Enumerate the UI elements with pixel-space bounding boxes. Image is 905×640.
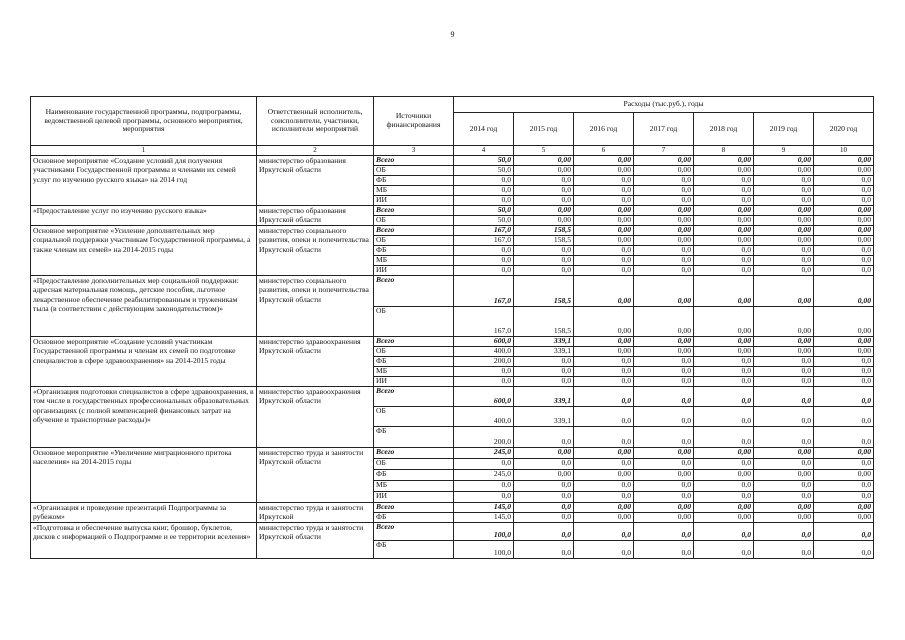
expense-value: 0,0 <box>814 481 874 492</box>
header-year: 2014 год <box>454 113 514 146</box>
expense-value: 50,0 <box>454 206 514 216</box>
expense-value: 0,00 <box>754 470 814 481</box>
expense-value: 0,0 <box>454 186 514 196</box>
expense-value: 0,00 <box>694 226 754 236</box>
expense-value: 0,0 <box>694 367 754 377</box>
funding-source: ОБ <box>374 307 454 337</box>
expense-value: 0,0 <box>514 481 574 492</box>
expense-value: 0,0 <box>814 492 874 503</box>
header-executor: Ответственный исполнитель, соисполнители, участники, исполнители мероприятий <box>257 97 374 146</box>
expense-value: 0,0 <box>814 459 874 470</box>
executor-name: министерство образования Иркутской области <box>257 156 374 206</box>
expense-value: 0,00 <box>754 216 814 226</box>
expense-value: 0,00 <box>634 448 694 459</box>
expense-value: 0,0 <box>754 523 814 541</box>
funding-source: Всего <box>374 206 454 216</box>
expense-value: 0,00 <box>634 470 694 481</box>
expense-value: 0,00 <box>634 226 694 236</box>
expense-value: 0,0 <box>574 407 634 427</box>
column-number: 5 <box>514 146 574 156</box>
funding-source: МБ <box>374 481 454 492</box>
table-row <box>31 226 874 236</box>
expense-value: 0,0 <box>694 523 754 541</box>
expense-value: 0,00 <box>514 166 574 176</box>
expense-value: 0,0 <box>754 407 814 427</box>
expense-value: 0,00 <box>634 216 694 226</box>
expense-value: 0,0 <box>454 492 514 503</box>
expense-value: 0,00 <box>754 337 814 347</box>
expense-value: 0,0 <box>694 176 754 186</box>
expense-value: 0,0 <box>754 377 814 387</box>
expense-value: 0,0 <box>754 459 814 470</box>
expense-value: 0,00 <box>574 216 634 226</box>
expense-value: 0,00 <box>694 156 754 166</box>
expense-value: 0,0 <box>514 523 574 541</box>
funding-source: Всего <box>374 226 454 236</box>
expense-value: 0,00 <box>814 226 874 236</box>
expense-value: 0,0 <box>814 523 874 541</box>
expense-value: 0,0 <box>514 266 574 276</box>
header-year: 2020 год <box>814 113 874 146</box>
expense-value: 158,5 <box>514 307 574 337</box>
table-row <box>31 448 874 459</box>
expense-value: 0,0 <box>814 541 874 559</box>
expense-value: 0,00 <box>514 470 574 481</box>
expense-value: 0,0 <box>514 503 574 513</box>
expense-value: 167,0 <box>454 236 514 246</box>
expense-value: 0,00 <box>634 166 694 176</box>
expense-value: 0,0 <box>694 377 754 387</box>
funding-source: ОБ <box>374 459 454 470</box>
activity-name: «Организация и проведение презентаций Подпрограммы за рубежом» <box>31 503 257 523</box>
expense-value: 0,0 <box>634 176 694 186</box>
expense-value: 0,0 <box>574 186 634 196</box>
expense-value: 0,00 <box>814 307 874 337</box>
expense-value: 0,00 <box>694 236 754 246</box>
expense-value: 0,00 <box>514 206 574 216</box>
expense-value: 0,0 <box>754 481 814 492</box>
expense-value: 0,00 <box>694 470 754 481</box>
funding-source: ОБ <box>374 216 454 226</box>
funding-source: ОБ <box>374 347 454 357</box>
expense-value: 0,00 <box>814 276 874 307</box>
expense-value: 0,0 <box>514 513 574 523</box>
expense-value: 0,0 <box>634 196 694 206</box>
expense-value: 100,0 <box>454 541 514 559</box>
executor-name: министерство образования Иркутской области <box>257 206 374 226</box>
expense-value: 0,00 <box>754 448 814 459</box>
activity-name: Основное мероприятие «Увеличение миграционного притока населения» на 2014-2015 годы <box>31 448 257 503</box>
column-number: 6 <box>574 146 634 156</box>
expense-value: 0,00 <box>814 503 874 513</box>
expense-value: 0,00 <box>694 206 754 216</box>
expense-value: 0,00 <box>754 156 814 166</box>
expense-value: 167,0 <box>454 307 514 337</box>
expense-value: 0,0 <box>754 246 814 256</box>
expense-value: 200,0 <box>454 357 514 367</box>
expense-value: 339,1 <box>514 407 574 427</box>
expense-value: 0,0 <box>754 196 814 206</box>
table-row <box>31 276 874 307</box>
expense-value: 0,0 <box>514 367 574 377</box>
funding-source: ФБ <box>374 470 454 481</box>
expense-value: 0,0 <box>814 357 874 367</box>
funding-source: ОБ <box>374 166 454 176</box>
funding-source: Всего <box>374 276 454 307</box>
funding-source: ОБ <box>374 407 454 427</box>
expense-value: 0,0 <box>454 481 514 492</box>
expense-value: 0,00 <box>754 503 814 513</box>
expense-value: 167,0 <box>454 276 514 307</box>
activity-name: Основное мероприятие «Создание условий для получения участниками Государственной программы и членами их семей услуг по изучению русского языка» на 2014 год <box>31 156 257 206</box>
funding-source: ИИ <box>374 266 454 276</box>
header-year: 2015 год <box>514 113 574 146</box>
expense-value: 0,00 <box>754 166 814 176</box>
executor-name: министерство труда и занятости Иркутской области <box>257 448 374 503</box>
funding-source: Всего <box>374 448 454 459</box>
expense-value: 0,00 <box>694 166 754 176</box>
header-year: 2017 год <box>634 113 694 146</box>
expense-value: 0,0 <box>814 176 874 186</box>
expense-value: 0,00 <box>754 276 814 307</box>
expense-value: 0,0 <box>814 246 874 256</box>
funding-source: ФБ <box>374 513 454 523</box>
expense-value: 145,0 <box>454 513 514 523</box>
expense-value: 0,0 <box>634 481 694 492</box>
expense-value: 0,0 <box>454 367 514 377</box>
expense-value: 0,00 <box>574 276 634 307</box>
expense-value: 0,0 <box>694 459 754 470</box>
expense-value: 339,1 <box>514 387 574 407</box>
expense-value: 0,0 <box>814 186 874 196</box>
expense-value: 0,0 <box>634 427 694 448</box>
funding-source: ОБ <box>374 236 454 246</box>
expense-value: 0,0 <box>454 246 514 256</box>
expense-value: 0,0 <box>634 541 694 559</box>
expense-value: 245,0 <box>454 470 514 481</box>
expense-value: 0,0 <box>814 407 874 427</box>
activity-name: Основное мероприятие «Создание условий участникам Государственной программы и членам их семей по подготовке специалистов в сфере здравоохранения» на 2014-2015 годы <box>31 337 257 387</box>
expense-value: 0,0 <box>574 246 634 256</box>
column-number: 7 <box>634 146 694 156</box>
expense-value: 0,00 <box>574 166 634 176</box>
funding-source: Всего <box>374 387 454 407</box>
expense-value: 50,0 <box>454 166 514 176</box>
expense-value: 0,0 <box>574 357 634 367</box>
expense-value: 0,00 <box>814 236 874 246</box>
expense-value: 0,00 <box>514 156 574 166</box>
expense-value: 0,0 <box>754 541 814 559</box>
expense-value: 0,0 <box>814 377 874 387</box>
activity-name: «Предоставление дополнительных мер социальной поддержки: адресная материальная помощь, детские пособия, льготное лекарственное обеспечение реабилитированным и труженикам тыла (в соответствии с действующим законодательством)» <box>31 276 257 337</box>
funding-source: ФБ <box>374 357 454 367</box>
expense-value: 0,0 <box>814 196 874 206</box>
funding-source: Всего <box>374 523 454 541</box>
funding-source: ФБ <box>374 176 454 186</box>
activity-name: «Подготовка и обеспечение выпуска книг, брошюр, буклетов, дисков с информацией о Подпрограмме и ее территории вселения» <box>31 523 257 559</box>
executor-name: министерство здравоохранения Иркутской области <box>257 387 374 448</box>
expense-value: 0,0 <box>574 427 634 448</box>
page-number: 9 <box>450 30 455 39</box>
column-number: 1 <box>31 146 257 156</box>
executor-name: министерство социального развития, опеки и попечительства Иркутской области <box>257 226 374 276</box>
expense-value: 0,0 <box>514 196 574 206</box>
expense-value: 0,00 <box>694 276 754 307</box>
expense-value: 200,0 <box>454 427 514 448</box>
expense-value: 0,00 <box>754 513 814 523</box>
expense-value: 0,00 <box>814 156 874 166</box>
expense-value: 0,0 <box>634 492 694 503</box>
expense-value: 0,0 <box>754 367 814 377</box>
expense-value: 0,00 <box>574 236 634 246</box>
expense-value: 0,00 <box>634 513 694 523</box>
expense-value: 0,0 <box>694 407 754 427</box>
expense-value: 0,0 <box>454 176 514 186</box>
table-row <box>31 503 874 513</box>
expense-value: 0,0 <box>514 459 574 470</box>
table-row <box>31 387 874 407</box>
expense-value: 0,0 <box>634 186 694 196</box>
funding-source: Всего <box>374 156 454 166</box>
expense-value: 0,0 <box>754 176 814 186</box>
expense-value: 0,00 <box>814 448 874 459</box>
expense-value: 0,0 <box>634 407 694 427</box>
activity-name: «Предоставление услуг по изучению русского языка» <box>31 206 257 226</box>
expense-value: 0,00 <box>754 347 814 357</box>
column-number: 9 <box>754 146 814 156</box>
expense-value: 0,00 <box>694 216 754 226</box>
expense-value: 0,0 <box>634 523 694 541</box>
expense-value: 0,00 <box>814 206 874 216</box>
expense-value: 0,0 <box>634 459 694 470</box>
header-name: Наименование государственной программы, подпрограммы, ведомственной целевой программы, основного мероприятия, мероприятия <box>31 97 257 146</box>
expense-value: 0,00 <box>514 216 574 226</box>
expense-value: 0,0 <box>574 367 634 377</box>
activity-name: «Организация подготовки специалистов в сфере здравоохранения, в том числе в государственных профессиональных образовательных организациях (с полной компенсацией финансовых затрат на обучение и транспортные расходы)» <box>31 387 257 448</box>
expense-value: 0,0 <box>634 246 694 256</box>
expense-value: 0,00 <box>574 156 634 166</box>
expense-value: 0,00 <box>814 337 874 347</box>
expense-value: 0,0 <box>634 357 694 367</box>
expense-value: 0,00 <box>814 513 874 523</box>
expense-value: 0,0 <box>574 176 634 186</box>
expense-value: 0,0 <box>514 541 574 559</box>
expense-value: 0,0 <box>574 492 634 503</box>
expense-value: 0,00 <box>574 307 634 337</box>
expense-value: 0,0 <box>514 427 574 448</box>
expense-value: 0,0 <box>574 387 634 407</box>
expense-value: 0,0 <box>454 459 514 470</box>
funding-source: МБ <box>374 186 454 196</box>
expense-value: 0,00 <box>634 307 694 337</box>
expense-value: 0,00 <box>694 503 754 513</box>
expense-value: 0,0 <box>514 246 574 256</box>
expense-value: 0,0 <box>574 266 634 276</box>
expense-value: 0,00 <box>814 347 874 357</box>
executor-name: министерство здравоохранения Иркутской области <box>257 337 374 387</box>
expense-value: 0,00 <box>694 448 754 459</box>
expense-value: 0,0 <box>454 196 514 206</box>
expense-value: 0,0 <box>754 256 814 266</box>
expense-value: 0,0 <box>454 266 514 276</box>
expense-value: 0,0 <box>754 266 814 276</box>
expense-value: 0,00 <box>814 470 874 481</box>
column-number: 2 <box>257 146 374 156</box>
expense-value: 0,0 <box>574 459 634 470</box>
table-row <box>31 337 874 347</box>
expense-value: 0,0 <box>814 266 874 276</box>
expense-value: 0,0 <box>454 256 514 266</box>
expense-value: 0,0 <box>754 492 814 503</box>
expense-value: 0,0 <box>814 256 874 266</box>
expense-value: 0,0 <box>454 377 514 387</box>
expense-value: 0,0 <box>634 256 694 266</box>
expense-value: 0,0 <box>694 246 754 256</box>
expense-value: 0,0 <box>634 367 694 377</box>
expense-value: 0,0 <box>514 492 574 503</box>
column-number: 3 <box>374 146 454 156</box>
expense-value: 0,00 <box>574 347 634 357</box>
expense-value: 0,0 <box>814 387 874 407</box>
expense-value: 600,0 <box>454 387 514 407</box>
header-year: 2018 год <box>694 113 754 146</box>
expense-value: 400,0 <box>454 347 514 357</box>
expense-value: 100,0 <box>454 523 514 541</box>
expense-value: 50,0 <box>454 156 514 166</box>
expense-value: 0,0 <box>694 387 754 407</box>
funding-source: Всего <box>374 503 454 513</box>
expense-value: 0,00 <box>694 337 754 347</box>
expense-value: 0,0 <box>694 541 754 559</box>
expense-value: 0,0 <box>694 266 754 276</box>
funding-source: МБ <box>374 256 454 266</box>
executor-name: министерство труда и занятости Иркутской области <box>257 523 374 559</box>
column-number-row <box>31 146 874 156</box>
column-number: 10 <box>814 146 874 156</box>
expense-value: 0,0 <box>694 256 754 266</box>
expense-value: 0,0 <box>754 387 814 407</box>
expense-value: 145,0 <box>454 503 514 513</box>
expense-value: 0,00 <box>634 337 694 347</box>
expense-value: 0,00 <box>694 347 754 357</box>
expense-value: 0,0 <box>514 357 574 367</box>
expense-value: 0,00 <box>514 448 574 459</box>
expense-value: 0,00 <box>574 448 634 459</box>
expense-value: 0,0 <box>514 186 574 196</box>
expense-value: 158,5 <box>514 276 574 307</box>
table-row <box>31 156 874 166</box>
expense-value: 0,00 <box>634 156 694 166</box>
expense-value: 0,00 <box>754 206 814 216</box>
funding-source: ИИ <box>374 492 454 503</box>
expense-value: 600,0 <box>454 337 514 347</box>
expense-value: 158,5 <box>514 226 574 236</box>
expense-value: 0,00 <box>634 347 694 357</box>
expense-value: 0,0 <box>754 357 814 367</box>
expense-value: 0,00 <box>574 337 634 347</box>
expense-value: 0,0 <box>694 481 754 492</box>
funding-source: ФБ <box>374 427 454 448</box>
expense-value: 0,0 <box>754 186 814 196</box>
funding-source: ФБ <box>374 246 454 256</box>
expense-value: 0,0 <box>514 176 574 186</box>
table-row <box>31 206 874 216</box>
expense-value: 0,0 <box>514 377 574 387</box>
column-number: 4 <box>454 146 514 156</box>
table-row <box>31 523 874 541</box>
expense-value: 0,00 <box>574 503 634 513</box>
expense-value: 0,0 <box>694 196 754 206</box>
expense-value: 0,0 <box>574 541 634 559</box>
expense-value: 0,0 <box>694 186 754 196</box>
expense-value: 0,00 <box>694 307 754 337</box>
expense-value: 167,0 <box>454 226 514 236</box>
expense-value: 0,0 <box>574 256 634 266</box>
expense-value: 0,00 <box>634 206 694 216</box>
expense-value: 50,0 <box>454 216 514 226</box>
expense-value: 158,5 <box>514 236 574 246</box>
funding-source: ИИ <box>374 196 454 206</box>
expense-value: 339,1 <box>514 347 574 357</box>
expense-value: 400,0 <box>454 407 514 427</box>
expense-value: 0,00 <box>634 276 694 307</box>
expense-value: 0,0 <box>694 357 754 367</box>
expense-value: 0,0 <box>574 377 634 387</box>
expense-value: 0,0 <box>694 492 754 503</box>
expense-value: 0,0 <box>574 196 634 206</box>
expense-value: 339,1 <box>514 337 574 347</box>
executor-name: министерство социального развития, опеки и попечительства Иркутской области <box>257 276 374 337</box>
expense-value: 0,0 <box>754 427 814 448</box>
header-sources: Источники финансирования <box>374 97 454 146</box>
expense-value: 0,00 <box>574 206 634 216</box>
expense-value: 0,0 <box>514 256 574 266</box>
expense-value: 245,0 <box>454 448 514 459</box>
expense-value: 0,0 <box>634 387 694 407</box>
expense-value: 0,00 <box>754 307 814 337</box>
funding-source: МБ <box>374 367 454 377</box>
expense-value: 0,00 <box>754 236 814 246</box>
expense-value: 0,00 <box>814 216 874 226</box>
expense-value: 0,00 <box>574 513 634 523</box>
funding-source: ИИ <box>374 377 454 387</box>
column-number: 8 <box>694 146 754 156</box>
expense-value: 0,0 <box>694 427 754 448</box>
expense-value: 0,00 <box>634 503 694 513</box>
expense-value: 0,00 <box>694 513 754 523</box>
expense-value: 0,00 <box>814 166 874 176</box>
expense-value: 0,0 <box>814 427 874 448</box>
funding-source: Всего <box>374 337 454 347</box>
expense-value: 0,0 <box>634 266 694 276</box>
expense-value: 0,00 <box>754 226 814 236</box>
expense-value: 0,00 <box>574 226 634 236</box>
expense-value: 0,0 <box>574 481 634 492</box>
header-expenses: Расходы (тыс.руб.), годы <box>454 97 874 113</box>
funding-source: ФБ <box>374 541 454 559</box>
header-year: 2016 год <box>574 113 634 146</box>
activity-name: Основное мероприятие «Усиление дополнительных мер социальной поддержки участникам Государственной программы, а также членам их семей» на 2014-2015 годы <box>31 226 257 276</box>
header-year: 2019 год <box>754 113 814 146</box>
expense-value: 0,0 <box>574 523 634 541</box>
expense-value: 0,00 <box>574 470 634 481</box>
expense-value: 0,0 <box>814 367 874 377</box>
expense-value: 0,0 <box>634 377 694 387</box>
expense-value: 0,00 <box>634 236 694 246</box>
executor-name: министерство труда и занятости Иркутской <box>257 503 374 523</box>
expenses-table <box>30 96 874 559</box>
